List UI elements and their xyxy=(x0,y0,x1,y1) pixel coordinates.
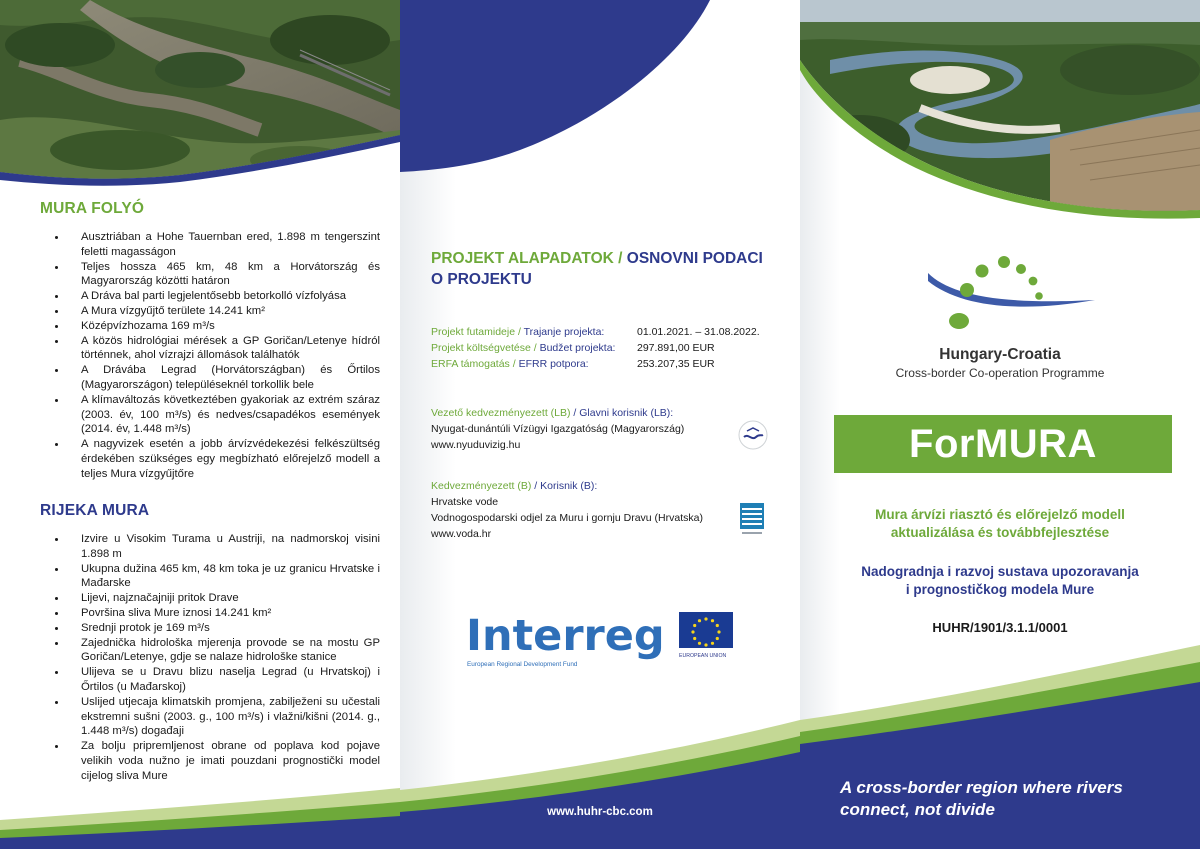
rijeka-mura-heading: RIJEKA MURA xyxy=(40,502,150,519)
tagline-hu: Mura árvízi riasztó és előrejelző modell aktualizálása és továbbfejlesztése xyxy=(875,507,1125,540)
project-details-table xyxy=(431,324,760,372)
list-item: Ukupna dužina 465 km, 48 km toka je uz granicu Hrvatske i Mađarske xyxy=(52,562,380,592)
list-item: Izvire u Visokim Turama u Austriji, na nadmorskoj visini 1.898 m xyxy=(52,532,380,562)
list-item: Zajednička hidrološka mjerenja provode se na mostu GP Goričan/Letenye, gdje se nalaze hidrološke stanice xyxy=(52,636,380,666)
beneficiary-name: Hrvatske vode xyxy=(431,496,499,508)
list-item: A Mura vízgyűjtő területe 14.241 km² xyxy=(52,304,380,319)
lead-beneficiary-name: Nyugat-dunántúli Vízügyi Igazgatóság (Magyarország) xyxy=(431,423,685,435)
erdf-label: European Regional Development Fund xyxy=(467,661,578,668)
top-wave xyxy=(400,0,800,180)
bottom-wave xyxy=(400,700,800,849)
list-item: A közös hidrológiai mérések a GP Goričan/Letenye hídról történnek, ahol vízrajzi állomások találhatók xyxy=(52,334,380,364)
list-item: Uslijed utjecaja klimatskih promjena, zabilježeni su učestali ekstremni sušni (2003. g., 100 m³/s) i vlažni/kišni (2014. g., 1.448 m³/s) događaji xyxy=(52,695,380,739)
tagline-hr: Nadogradnja i razvoj sustava upozoravanja i prognostičkog modela Mure xyxy=(861,564,1139,597)
river-flood-aerial-photo xyxy=(0,0,400,200)
croatian-facts-list xyxy=(52,532,380,784)
project-data-title: PROJEKT ALAPADATOK / OSNOVNI PODACI O PROJEKTU xyxy=(431,250,763,288)
list-item: A Drávába Legrad (Horvátországban) és Őrtilos (Magyarországon) településeknél torkollik bele xyxy=(52,363,380,393)
hungarian-facts-list xyxy=(52,230,380,482)
list-item: Ulijeva se u Dravu blizu naselja Legrad (u Hrvatskoj) i Őrtilos (u Mađarskoj) xyxy=(52,665,380,695)
project-code: HUHR/1901/3.1.1/0001 xyxy=(932,620,1068,635)
budget-value: 297.891,00 EUR xyxy=(637,342,715,354)
list-item: Srednji protok je 169 m³/s xyxy=(52,621,380,636)
list-item: A nagyvizek esetén a jobb árvízvédekezési felkészültség érdekében szükséges egy megbízható előrejelző modell a teljes Mura vízgyűjtőre xyxy=(52,437,380,481)
hrvatske-vode-logo-icon xyxy=(740,503,764,537)
duration-value: 01.01.2021. – 31.08.2022. xyxy=(637,326,760,338)
website-link[interactable]: www.huhr-cbc.com xyxy=(547,806,653,818)
beneficiary-block: Kedvezményezett (B) / Korisnik (B): Hrvatske vode Vodnogospodarski odjel za Muru i gornju Dravu (Hrvatska) www.voda.hr xyxy=(431,478,751,542)
table-row: Projekt futamideje / Trajanje projekta: 01.01.2021. – 31.08.2022. xyxy=(431,326,760,338)
middle-panel xyxy=(400,0,800,849)
eu-flag-icon xyxy=(679,612,735,660)
list-item: A Dráva bal parti legjelentősebb betorkolló vízfolyása xyxy=(52,289,380,304)
lead-beneficiary-block: Vezető kedvezményezett (LB) / Glavni korisnik (LB): Nyugat-dunántúli Vízügyi Igazgatóság (Magyarország) www.nyuduvizig.hu xyxy=(431,405,751,453)
interreg-logo-icon xyxy=(466,612,666,668)
right-panel xyxy=(800,0,1200,849)
bottom-wave xyxy=(0,780,400,849)
nyuduvizig-logo-icon xyxy=(738,420,768,450)
table-row: Projekt költségvetése / Budžet projekta: 297.891,00 EUR xyxy=(431,342,715,354)
interreg-wordmark: Interreg xyxy=(466,612,665,661)
hungary-croatia-programme-logo-icon xyxy=(920,255,1100,335)
programme-subtitle: Cross-border Co-operation Programme xyxy=(895,366,1105,380)
left-panel xyxy=(0,0,400,849)
list-item: Lijevi, najznačajniji pritok Drave xyxy=(52,591,380,606)
mura-folyo-heading: MURA FOLYÓ xyxy=(40,200,145,217)
list-item: Teljes hossza 465 km, 48 km a Horvátország és Magyarország közötti határon xyxy=(52,260,380,290)
formura-brand-banner: ForMURA xyxy=(834,415,1172,473)
list-item: Középvízhozama 169 m³/s xyxy=(52,319,380,334)
list-item: Za bolju pripremljenost obrane od poplava kod pojave velikih voda nužno je imati pouzdani prognostički model cijelog sliva Mure xyxy=(52,739,380,783)
lead-beneficiary-url[interactable]: www.nyuduvizig.hu xyxy=(431,439,521,451)
eu-label: EUROPEAN UNION xyxy=(679,653,727,659)
list-item: A klímaváltozás következtében gyakoriak az extrém száraz (2003. év, 100 m³/s) és nedves/csapadékos események (2014. év, 1.448 m³/s) xyxy=(52,393,380,437)
beneficiary-url[interactable]: www.voda.hr xyxy=(431,528,492,540)
river-meander-aerial-photo xyxy=(800,0,1200,220)
title-hr: OSNOVNI PODACI O PROJEKTU xyxy=(431,250,763,288)
beneficiary-dept: Vodnogospodarski odjel za Muru i gornju Dravu (Hrvatska) xyxy=(431,512,703,524)
erdf-value: 253.207,35 EUR xyxy=(637,358,715,370)
table-row: ERFA támogatás / EFRR potpora: 253.207,35 EUR xyxy=(431,358,715,370)
slogan: A cross-border region where rivers connect, not divide xyxy=(840,778,1123,819)
list-item: Površina sliva Mure iznosi 14.241 km² xyxy=(52,606,380,621)
programme-title: Hungary-Croatia xyxy=(939,346,1061,363)
list-item: Ausztriában a Hohe Tauernban ered, 1.898 m tengerszint feletti magasságon xyxy=(52,230,380,260)
title-hu: PROJEKT ALAPADATOK xyxy=(431,250,614,267)
